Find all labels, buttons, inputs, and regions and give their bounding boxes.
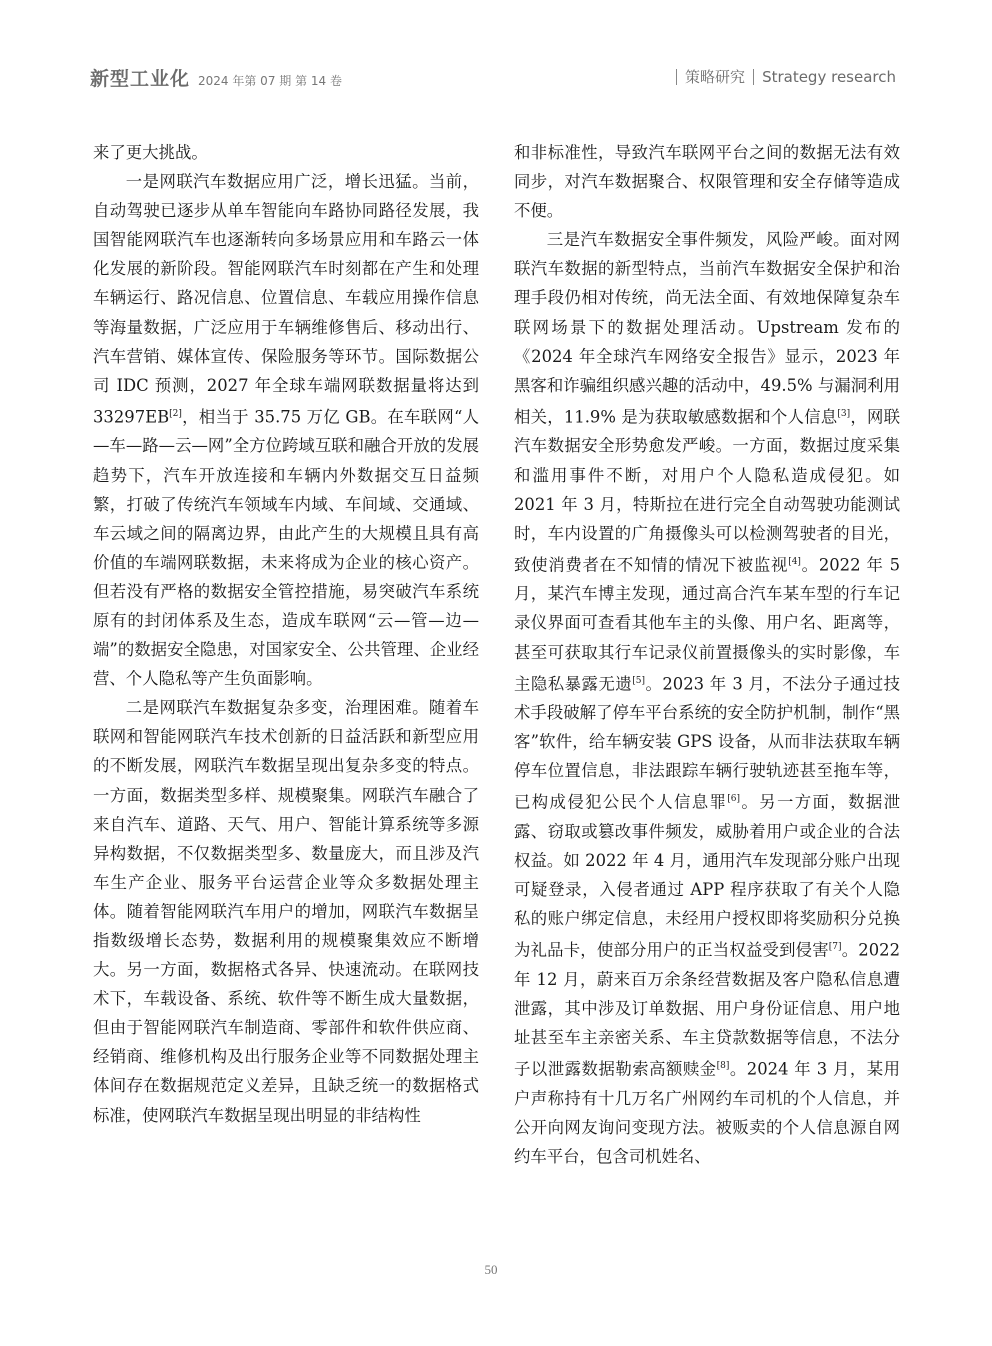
- citation: [5]: [632, 675, 645, 686]
- paragraph-continuation: 来了更大挑战。: [93, 143, 208, 162]
- left-column: [93, 138, 479, 1130]
- paragraph-text: 。2024 年 3 月，某用户声称持有十几万名广州网约车司机的个人信息，并公开向网友询问变现方法。被贩卖的个人信息源自网约车平台，包含司机姓名、: [514, 1059, 900, 1166]
- section-name-en: Strategy research: [762, 67, 896, 86]
- paragraph-text: ，网联汽车数据安全形势愈发严峻。一方面，数据过度采集和滥用事件不断，对用户个人隐私造成侵犯。如 2021 年 3 月，特斯拉在进行完全自动驾驶功能测试时，车内设置的广角摄像头可以检测驾驶者的目光，致使消费者在不知情的情况下被监视: [514, 407, 901, 575]
- paragraph-text: 。2022 年 5 月，某汽车博主发现，通过高合汽车某车型的行车记录仪界面可查看其他车主的头像、用户名、距离等，甚至可获取其行车记录仪前置摄像头的实时影像，车主隐私暴露无遗: [514, 555, 901, 694]
- citation: [6]: [727, 794, 741, 805]
- right-column: [514, 138, 900, 1171]
- issue-info: 2024 年第 07 期 第 14 卷: [198, 74, 342, 88]
- paragraph-text: 。2022 年 12 月，蔚来百万余条经营数据及客户隐私信息遭泄露，其中涉及订单数据、用户身份证信息、用户地址甚至车主亲密关系、车主贷款数据等信息，不法分子以泄露数据勒索高额赎金: [514, 940, 901, 1079]
- paragraph-point-one: [93, 167, 479, 693]
- paragraph-text: 一是网联汽车数据应用广泛，增长迅猛。当前，自动驾驶已逐步从单车智能向车路协同路径发展，我国智能网联汽车也逐渐转向多场景应用和车路云一体化发展的新阶段。智能网联汽车时刻都在产生和处理车辆运行、路况信息、位置信息、车载应用操作信息等海量数据，广泛应用于车辆维修售后、移动出行、汽车营销、媒体宣传、保险服务等环节。国际数据公司 IDC 预测，2027 年全球车端网联数据量将达到 33297EB: [93, 172, 479, 427]
- paragraph-point-two: 二是网联汽车数据复杂多变，治理困难。随着车联网和智能网联汽车技术创新的日益活跃和新型应用的不断发展，网联汽车数据呈现出复杂多变的特点。一方面，数据类型多样、规模聚集。网联汽车融合了来自汽车、道路、天气、用户、智能计算系统等多源异构数据，不仅数据类型多、数量庞大，而且涉及汽车生产企业、服务平台运营企业等众多数据处理主体。随着智能网联汽车用户的增加，网联汽车数据呈指数级增长态势，数据利用的规模聚集效应不断增大。另一方面，数据格式各异、快速流动。在联网技术下，车载设备、系统、软件等不断生成大量数据，但由于智能网联汽车制造商、零部件和软件供应商、经销商、维修机构及出行服务企业等不同数据处理主体间存在数据规范定义差异，且缺乏统一的数据格式标准，使网联汽车数据呈现出明显的非结构性: [93, 698, 479, 1125]
- header-divider: [753, 69, 754, 85]
- paragraph-text: 。2023 年 3 月，不法分子通过技术手段破解了停车平台系统的安全防护机制，制作“黑客”软件，给车辆安装 GPS 设备，从而非法获取车辆停车位置信息，非法跟踪车辆行驶轨迹甚至拖车等，已构成侵犯公民个人信息罪: [514, 674, 900, 812]
- paragraph-continuation: 和非标准性，导致汽车联网平台之间的数据无法有效同步，对汽车数据聚合、权限管理和安全存储等造成不便。: [514, 143, 900, 221]
- citation: [7]: [828, 942, 842, 953]
- paragraph-text: ，相当于 35.75 万亿 GB。在车联网“人—车—路—云—网”全方位跨域互联和融合开放的发展趋势下，汽车开放连接和车辆内外数据交互日益频繁，打破了传统汽车领域车内域、车间域、交通域、车云域之间的隔离边界，由此产生的大规模且具有高价值的车端网联数据，未来将成为企业的核心资产。但若没有严格的数据安全管控措施，易突破汽车系统原有的封闭体系及生态，造成车联网“云—管—边—端”的数据安全隐患，对国家安全、公共管理、企业经营、个人隐私等产生负面影响。: [93, 407, 479, 689]
- citation: [8]: [716, 1061, 730, 1072]
- header-divider: [676, 69, 677, 85]
- running-header-right: [668, 66, 896, 87]
- journal-name: 新型工业化: [90, 68, 191, 90]
- running-header-left: [90, 64, 342, 91]
- citation: [3]: [837, 408, 851, 419]
- paragraph-text: 三是汽车数据安全事件频发，风险严峻。面对网联汽车数据的新型特点，当前汽车数据安全保护和治理手段仍相对传统，尚无法全面、有效地保障复杂车联网场景下的数据处理活动。Upstream 发布的《2024 年全球汽车网络安全报告》显示，2023 年黑客和诈骗组织感兴趣的活动中，49.5% 与漏洞利用相关，11.9% 是为获取敏感数据和个人信息: [514, 230, 900, 427]
- citation: [4]: [788, 556, 801, 567]
- paragraph-text: 。另一方面，数据泄露、窃取或篡改事件频发，威胁着用户或企业的合法权益。如 2022 年 4 月，通用汽车发现部分账户出现可疑登录，入侵者通过 APP 程序获取了有关个人隐私的账户绑定信息，未经用户授权即将奖励积分兑换为礼品卡，使部分用户的正当权益受到侵害: [514, 792, 901, 960]
- citation: [2]: [169, 408, 182, 419]
- section-name: 策略研究: [685, 68, 746, 86]
- page-number: 50: [484, 1262, 498, 1277]
- paragraph-point-three: [514, 225, 900, 1171]
